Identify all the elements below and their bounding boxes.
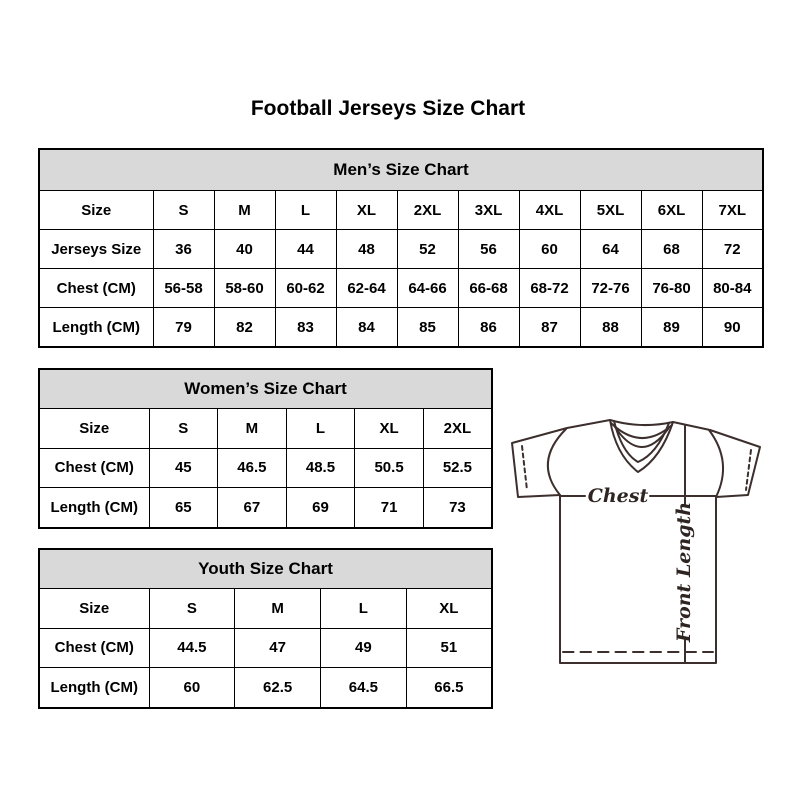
mens-size-cell: 84 (336, 308, 397, 348)
womens-size-cell: 71 (355, 488, 424, 528)
womens-size-cell: 52.5 (423, 448, 492, 488)
mens-size-cell: 40 (214, 230, 275, 269)
vneck-outer (610, 420, 673, 472)
mens-size-cell: 82 (214, 308, 275, 348)
table-row (39, 628, 492, 668)
womens-size-row-label: Chest (CM) (39, 448, 149, 488)
mens-size-cell: 80-84 (702, 269, 763, 308)
womens-size-cell: 67 (218, 488, 287, 528)
mens-size-cell: 6XL (641, 191, 702, 230)
youth-size-cell: 49 (321, 628, 407, 668)
mens-size-cell: M (214, 191, 275, 230)
mens-size-cell: 90 (702, 308, 763, 348)
mens-size-cell: 4XL (519, 191, 580, 230)
womens-size-header: Women’s Size Chart (39, 369, 492, 409)
mens-size-cell: S (153, 191, 214, 230)
table-row (39, 230, 763, 269)
womens-size-table (38, 368, 493, 529)
youth-size-row-label: Chest (CM) (39, 628, 149, 668)
womens-size-cell: 50.5 (355, 448, 424, 488)
womens-size-cell: XL (355, 409, 424, 449)
youth-size-table (38, 548, 493, 709)
womens-size-cell: 46.5 (218, 448, 287, 488)
womens-size-cell: S (149, 409, 218, 449)
mens-size-cell: 48 (336, 230, 397, 269)
table-row (39, 191, 763, 230)
mens-size-cell: 83 (275, 308, 336, 348)
womens-size-row-label: Length (CM) (39, 488, 149, 528)
mens-size-cell: 64-66 (397, 269, 458, 308)
mens-size-cell: 7XL (702, 191, 763, 230)
mens-size-cell: 56 (458, 230, 519, 269)
table-row (39, 488, 492, 528)
mens-size-cell: 76-80 (641, 269, 702, 308)
mens-size-cell: XL (336, 191, 397, 230)
youth-size-cell: 62.5 (235, 668, 321, 708)
womens-size-cell: 65 (149, 488, 218, 528)
mens-size-cell: 2XL (397, 191, 458, 230)
mens-size-cell: 87 (519, 308, 580, 348)
left-sleeve-seam (548, 429, 566, 495)
mens-size-cell: 58-60 (214, 269, 275, 308)
mens-size-cell: 60 (519, 230, 580, 269)
womens-size-cell: 69 (286, 488, 355, 528)
mens-size-cell: 5XL (580, 191, 641, 230)
mens-size-cell: 64 (580, 230, 641, 269)
mens-size-cell: 66-68 (458, 269, 519, 308)
youth-size-cell: 47 (235, 628, 321, 668)
left-cuff-stitch (522, 446, 527, 490)
mens-size-row-label: Chest (CM) (39, 269, 153, 308)
womens-size-cell: 73 (423, 488, 492, 528)
table-row (39, 448, 492, 488)
mens-size-cell: 36 (153, 230, 214, 269)
womens-size-cell: 2XL (423, 409, 492, 449)
table-row (39, 308, 763, 348)
womens-size-cell: M (218, 409, 287, 449)
mens-size-cell: 89 (641, 308, 702, 348)
table-row (39, 589, 492, 629)
youth-size-cell: 64.5 (321, 668, 407, 708)
youth-size-cell: L (321, 589, 407, 629)
page-title: Football Jerseys Size Chart (250, 97, 526, 120)
womens-size-cell: 45 (149, 448, 218, 488)
youth-size-row-label: Size (39, 589, 149, 629)
youth-size-cell: M (235, 589, 321, 629)
mens-size-row-label: Size (39, 191, 153, 230)
mens-size-cell: 85 (397, 308, 458, 348)
youth-size-cell: XL (406, 589, 492, 629)
mens-size-cell: 60-62 (275, 269, 336, 308)
jersey-measurement-diagram (500, 410, 775, 675)
mens-size-cell: 68 (641, 230, 702, 269)
youth-size-cell: 51 (406, 628, 492, 668)
front-length-label: Front Length (673, 501, 695, 643)
mens-size-cell: 79 (153, 308, 214, 348)
table-row (39, 269, 763, 308)
mens-size-row-label: Jerseys Size (39, 230, 153, 269)
mens-size-row-label: Length (CM) (39, 308, 153, 348)
youth-size-cell: 60 (149, 668, 235, 708)
youth-size-row-label: Length (CM) (39, 668, 149, 708)
table-row (39, 668, 492, 708)
mens-size-header: Men’s Size Chart (39, 149, 763, 191)
mens-size-table (38, 148, 764, 348)
right-sleeve-seam (709, 430, 723, 497)
womens-size-row-label: Size (39, 409, 149, 449)
mens-size-cell: 52 (397, 230, 458, 269)
youth-size-cell: 44.5 (149, 628, 235, 668)
mens-size-cell: 56-58 (153, 269, 214, 308)
mens-size-cell: 44 (275, 230, 336, 269)
table-row (39, 409, 492, 449)
mens-size-cell: 86 (458, 308, 519, 348)
youth-size-header: Youth Size Chart (39, 549, 492, 589)
mens-size-cell: 68-72 (519, 269, 580, 308)
mens-size-cell: L (275, 191, 336, 230)
womens-size-cell: 48.5 (286, 448, 355, 488)
mens-size-cell: 3XL (458, 191, 519, 230)
womens-size-cell: L (286, 409, 355, 449)
youth-size-cell: 66.5 (406, 668, 492, 708)
mens-size-cell: 62-64 (336, 269, 397, 308)
mens-size-cell: 72-76 (580, 269, 641, 308)
mens-size-cell: 88 (580, 308, 641, 348)
youth-size-cell: S (149, 589, 235, 629)
mens-size-cell: 72 (702, 230, 763, 269)
chest-label: Chest (587, 485, 649, 507)
